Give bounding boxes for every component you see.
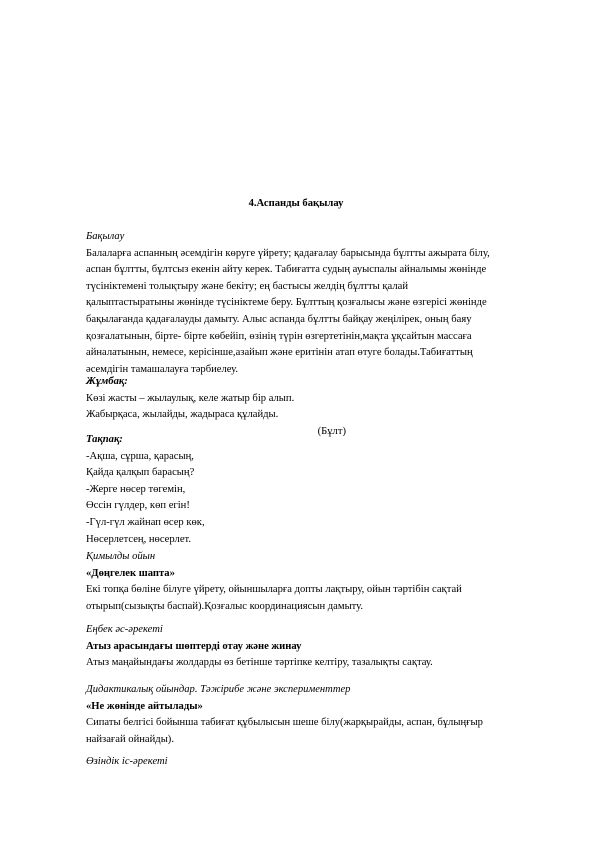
- observation-line: түсініктемені толықтыру және бекіту; ең бастысы желдің бұлтты қалай: [86, 280, 409, 292]
- game-line: Екі топқа бөліне білуге үйрету, ойыншыларға допты лақтыру, ойын тәртібін сақтай: [86, 584, 462, 596]
- poem-line: Нөсерлетсең, нөсерлет.: [86, 533, 192, 545]
- poem-line: Қайда қалқып барасың?: [86, 467, 195, 479]
- riddle-heading: Жұмбақ:: [86, 376, 128, 387]
- game-line: отырып(сызықты баспай).Қозғалыс координациясын дамыту.: [86, 600, 364, 612]
- didactic-section: [86, 682, 506, 748]
- labor-heading: Еңбек әс-әрекеті: [86, 624, 163, 635]
- poem-line: -Гүл-гүл жайнап өсер көк,: [86, 516, 205, 528]
- independent-heading: Өзіндік іс-әрекеті: [86, 756, 168, 767]
- game-section: [86, 549, 506, 615]
- observation-line: қалыптастыратыны жөнінде түсініктеме беру. Бұлттың қозғалысы және өзгерісі жөнінде: [86, 297, 487, 309]
- didactic-name: «Не жөнінде айтылады»: [86, 700, 203, 712]
- poem-heading: Тақпақ:: [86, 434, 123, 445]
- observation-line: аспан бұлтты, бұлтсыз екенін айту керек. Табиғатта судың ауыспалы айналымы жөнінде: [86, 264, 487, 276]
- didactic-line: Сипаты белгісі бойынша табиғат құбылысын шеше білу(жарқырайды, аспан, бұлыңғыр: [86, 717, 483, 729]
- game-name: «Дөңгелек шапта»: [86, 567, 175, 579]
- observation-line: айналатынын, немесе, керісінше,азайып және еритінін атап өтуге болады.Табиғаттың: [86, 347, 473, 359]
- labor-section: [86, 622, 506, 672]
- labor-line: Атыз маңайындағы жолдарды өз бетінше тәртіпке келтіру, тазалықты сақтау.: [86, 657, 433, 669]
- observation-section: [86, 229, 506, 378]
- observation-line: бақылағанда қадағалауды дамыту. Алыс аспанда бұлтты байқау жеңілірек, оның баяу: [86, 313, 472, 325]
- poem-line: -Жерге нөсер төгемін,: [86, 483, 186, 495]
- observation-heading: Бақылау: [86, 231, 125, 242]
- didactic-line: найзағай ойнайды).: [86, 733, 174, 745]
- observation-line: Балаларға аспанның әсемдігін көруге үйрету; қадағалау барысында бұлтты ажырата білу,: [86, 247, 490, 259]
- page-title: 4.Аспанды бақылау: [248, 198, 344, 209]
- labor-name: Атыз арасындағы шөптерді отау және жинау: [86, 640, 302, 652]
- riddle-line: Жабырқаса, жылайды, жадыраса құлайды.: [86, 409, 279, 421]
- independent-section: [86, 754, 506, 771]
- poem-line: Өссін гүлдер, көп егін!: [86, 500, 190, 512]
- poem-section: [86, 432, 506, 548]
- riddle-answer: (Бұлт): [317, 425, 346, 437]
- observation-line: қозғалатынын, бірте- бірте көбейіп, өзінің түрін өзгертетінін,мақта ұқсайтын массаға: [86, 330, 472, 342]
- riddle-line: Көзі жасты – жылаулық, келе жатыр бір алып.: [86, 392, 295, 404]
- game-heading: Қимылды ойын: [86, 551, 156, 562]
- didactic-heading: Дидактикалық ойындар. Тәжірибе және эксперименттер: [86, 684, 351, 695]
- observation-line: әсемдігін тамашалауға тәрбиелеу.: [86, 363, 239, 375]
- poem-line: -Ақша, сұршa, қарасың,: [86, 450, 194, 462]
- riddle-section: [86, 374, 506, 440]
